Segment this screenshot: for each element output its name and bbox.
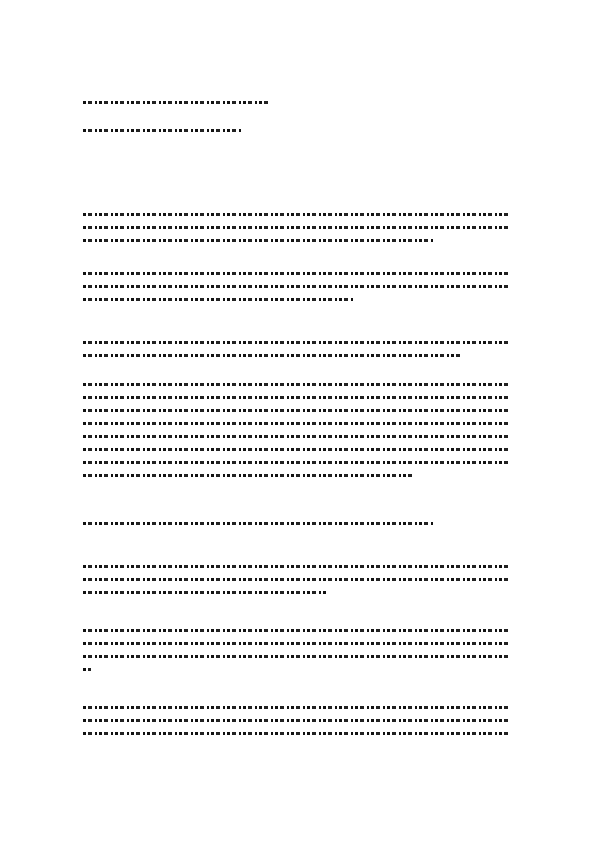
text-line bbox=[83, 474, 413, 477]
text-line bbox=[83, 409, 508, 412]
paragraph-4 bbox=[83, 383, 513, 487]
paragraph-3 bbox=[83, 341, 513, 367]
text-line bbox=[83, 239, 433, 242]
text-line bbox=[83, 565, 508, 568]
text-line bbox=[83, 341, 508, 344]
paragraph-2 bbox=[83, 272, 513, 311]
paragraph-6 bbox=[83, 565, 513, 604]
text-line bbox=[83, 591, 328, 594]
text-line bbox=[83, 383, 508, 386]
text-line bbox=[83, 272, 508, 275]
text-line bbox=[83, 642, 508, 645]
text-line bbox=[83, 732, 508, 735]
text-line bbox=[83, 578, 508, 581]
text-line bbox=[83, 298, 353, 301]
paragraph-8 bbox=[83, 706, 513, 745]
text-line bbox=[83, 448, 508, 451]
text-line bbox=[83, 522, 433, 525]
text-line bbox=[83, 655, 508, 658]
paragraph-7 bbox=[83, 629, 513, 681]
text-line bbox=[83, 213, 508, 216]
paragraph-1 bbox=[83, 213, 513, 252]
text-line bbox=[83, 422, 508, 425]
header-line-2 bbox=[83, 129, 513, 142]
header-line-1 bbox=[83, 101, 513, 114]
text-line bbox=[83, 629, 508, 632]
text-line bbox=[83, 668, 91, 671]
text-line bbox=[83, 461, 508, 464]
paragraph-5 bbox=[83, 522, 513, 535]
text-line bbox=[83, 226, 508, 229]
text-line bbox=[83, 706, 508, 709]
text-line bbox=[83, 719, 508, 722]
text-line bbox=[83, 354, 463, 357]
text-line bbox=[83, 435, 508, 438]
text-line bbox=[83, 285, 508, 288]
text-line bbox=[83, 396, 508, 399]
